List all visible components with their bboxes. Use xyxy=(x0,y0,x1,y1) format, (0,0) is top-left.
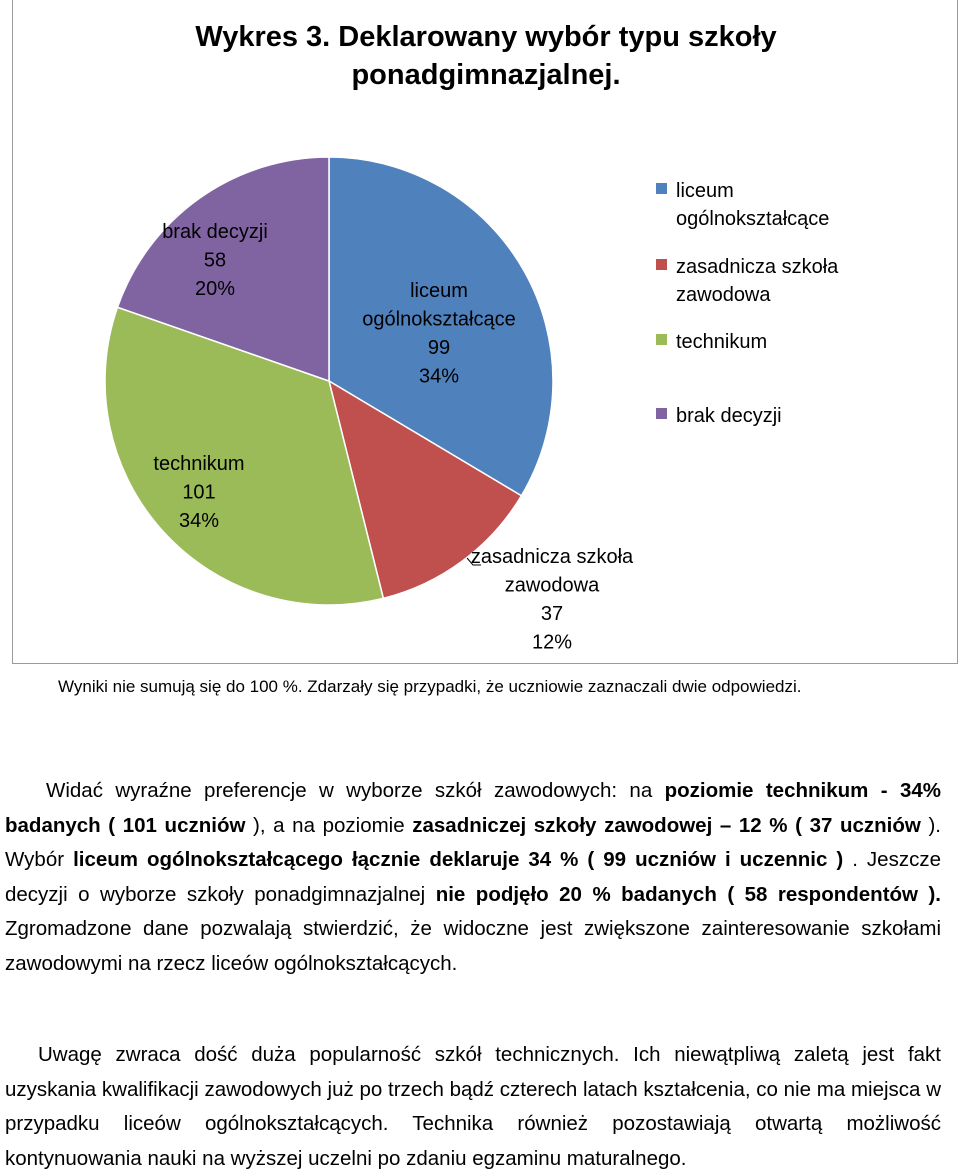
paragraph-1-run-1: poziomie technikum - 34% badanych ( 101 uczniów xyxy=(5,779,941,837)
legend-label-liceum: liceum ogólnokształcące xyxy=(676,180,830,230)
analysis-paragraph-1 xyxy=(5,774,941,982)
legend-label-zasadnicza: zasadnicza szkoła zawodowa xyxy=(676,256,839,306)
pie-chart xyxy=(13,0,959,664)
legend-swatch-brak-decyzji xyxy=(656,408,667,419)
paragraph-1-run-7: nie podjęło 20 % badanych ( 58 respondentów ). xyxy=(435,882,941,906)
data-label-liceum: liceum ogólnokształcące 99 34% xyxy=(362,280,516,388)
data-label-brak-decyzji: brak decyzji 58 20% xyxy=(162,221,268,300)
chart-title-line-2: ponadgimnazjalnej. xyxy=(351,59,621,91)
data-label-technikum: technikum 101 34% xyxy=(153,453,245,532)
legend-swatch-zasadnicza xyxy=(656,259,667,270)
analysis-paragraph-2: Uwagę zwraca dość duża popularność szkół technicznych. Ich niewątpliwą zaletą jest fakt uzyskania kwalifikacji zawodowych już po trzech bądź czterech latach kształcenia, co nie ma miejsca w przypadku liceów ogólnokształcących. Technika również pozostawiają otwartą możliwość kontynuowania nauki na wyższej uczelni po zdaniu egzaminu maturalnego. xyxy=(5,1043,941,1170)
legend-label-brak-decyzji: brak decyzji xyxy=(676,405,782,427)
chart-area xyxy=(12,0,958,664)
chart-footnote: Wyniki nie sumują się do 100 %. Zdarzały się przypadki, że uczniowie zaznaczali dwie odpowiedzi. xyxy=(58,677,802,696)
chart-title-line-1: Wykres 3. Deklarowany wybór typu szkoły xyxy=(195,21,777,53)
paragraph-1-run-6: . Jeszcze decyzji o wyborze szkoły ponadgimnazjalnej xyxy=(5,848,941,906)
chart-legend xyxy=(656,180,839,427)
legend-swatch-liceum xyxy=(656,183,667,194)
paragraph-1-run-3: zasadniczej szkoły zawodowej – 12 % ( 37 uczniów xyxy=(412,813,929,837)
paragraph-1-run-8: Zgromadzone dane pozwalają stwierdzić, że widoczne jest zwiększone zainteresowanie szkołami zawodowymi na rzecz liceów ogólnokształcących. xyxy=(5,917,941,975)
legend-label-technikum: technikum xyxy=(676,331,768,353)
paragraph-1-run-2: ), a na poziomie xyxy=(253,813,413,837)
paragraph-1-run-0: Widać wyraźne preferencje w wyborze szkół zawodowych: na xyxy=(46,779,665,802)
data-label-zasadnicza: zasadnicza szkoła zawodowa 37 12% xyxy=(470,546,634,654)
paragraph-1-run-4: ). Wybór xyxy=(5,813,941,872)
legend-swatch-technikum xyxy=(656,334,667,345)
paragraph-1-run-5: liceum ogólnokształcącego łącznie deklaruje 34 % ( 99 uczniów i uczennic ) xyxy=(73,848,853,872)
